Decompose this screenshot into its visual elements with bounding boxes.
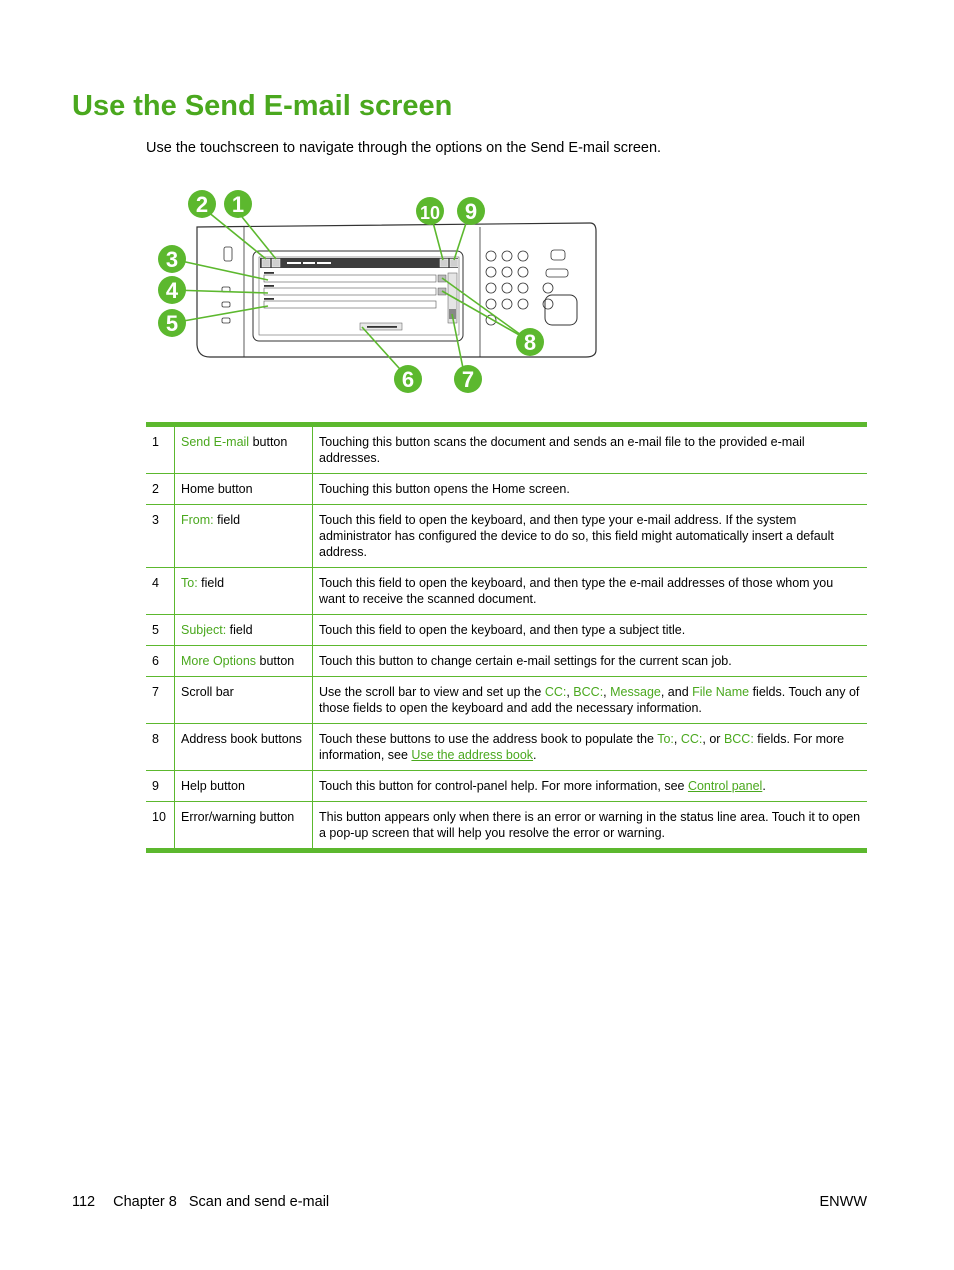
row-description: [313, 568, 868, 615]
svg-text:1: 1: [231, 192, 245, 217]
row-item: [175, 802, 313, 851]
row-number: 6: [146, 646, 175, 677]
text-run: field: [197, 576, 225, 590]
subject-label-mark: [264, 298, 274, 300]
footer-left: [72, 1194, 329, 1210]
text-run: , or: [702, 732, 724, 746]
table-row: [146, 802, 867, 851]
text-run: Touch this button for control-panel help. For more information, see: [319, 779, 688, 793]
svg-text:7: 7: [461, 367, 475, 392]
table-row: [146, 646, 867, 677]
row-description: [313, 724, 868, 771]
text-run: Error/warning button: [181, 810, 295, 824]
row-description: [313, 505, 868, 568]
reference-table-body: [146, 425, 867, 851]
row-number: 8: [146, 724, 175, 771]
send-email-icon[interactable]: [272, 259, 280, 267]
row-item: [175, 677, 313, 724]
row-item: [175, 474, 313, 505]
row-description: [313, 425, 868, 474]
to-label-mark: [264, 285, 274, 287]
text-run: .: [762, 779, 766, 793]
text-run: Touching this button scans the document and sends an e-mail file to the provided e-mail addresses.: [319, 435, 805, 465]
cross-reference-link[interactable]: Control panel: [687, 779, 763, 793]
text-run: field: [213, 513, 241, 527]
text-run: button: [256, 654, 295, 668]
callout-1: [224, 190, 252, 218]
row-item: [175, 505, 313, 568]
panel-button[interactable]: [546, 269, 568, 277]
text-run: Scroll bar: [181, 685, 234, 699]
svg-text:3: 3: [165, 247, 179, 272]
term: From:: [181, 513, 214, 527]
title-text-mark: [317, 262, 331, 264]
text-run: Touch this field to open the keyboard, and then type your e-mail address. If the system administrator has configured the device to do so, this field might automatically insert a default address.: [319, 513, 834, 559]
term: Subject:: [181, 623, 227, 637]
svg-text:2: 2: [195, 192, 209, 217]
callout-5: [158, 309, 186, 337]
row-number: 9: [146, 771, 175, 802]
text-run: Touch this field to open the keyboard, and then type the e-mail addresses of those whom you want to receive the scanned document.: [319, 576, 834, 606]
callout-3: [158, 245, 186, 273]
term: BCC:: [573, 685, 604, 699]
text-run: ,: [603, 685, 611, 699]
table-row: [146, 771, 867, 802]
row-description: [313, 771, 868, 802]
row-number: 10: [146, 802, 175, 851]
text-run: Help button: [181, 779, 245, 793]
numeric-keypad[interactable]: [486, 251, 553, 325]
row-description: [313, 646, 868, 677]
title-text-mark: [287, 262, 301, 264]
touchscreen: [259, 257, 459, 335]
term: CC:: [680, 732, 703, 746]
text-run: field: [226, 623, 253, 637]
svg-text:4: 4: [165, 278, 179, 303]
row-item: [175, 568, 313, 615]
text-run: Touch this field to open the keyboard, and then type a subject title.: [319, 623, 686, 637]
row-number: 7: [146, 677, 175, 724]
callout-6: [394, 365, 422, 393]
panel-button[interactable]: [551, 250, 565, 260]
text-run: ,: [566, 685, 574, 699]
svg-text:9: 9: [464, 199, 478, 224]
callout-10: [416, 197, 444, 225]
text-run: .: [533, 748, 537, 762]
chapter-title: Chapter 8 Scan and send e-mail: [113, 1194, 330, 1210]
row-description: [313, 802, 868, 851]
row-item: [175, 771, 313, 802]
text-run: button: [249, 435, 288, 449]
text-run: This button appears only when there is an error or warning in the status line area. Touch it to open a pop-up screen that will help you resolve the error or warning.: [319, 810, 861, 840]
callout-2: [188, 190, 216, 218]
home-icon[interactable]: [262, 259, 270, 267]
footer-right: ENWW: [819, 1194, 867, 1210]
panel-led: [222, 302, 230, 307]
page-title: Use the Send E-mail screen: [72, 90, 453, 122]
to-field[interactable]: [264, 288, 436, 295]
text-run: Address book buttons: [181, 732, 302, 746]
text-run: Touch these buttons to use the address book to populate the: [319, 732, 658, 746]
row-description: [313, 615, 868, 646]
control-panel-illustration: [150, 185, 610, 400]
svg-text:10: 10: [419, 203, 441, 223]
panel-slot: [224, 247, 232, 261]
more-options-text-mark: [367, 326, 397, 328]
text-run: , and: [660, 685, 693, 699]
row-item: [175, 646, 313, 677]
table-row: [146, 474, 867, 505]
term: CC:: [544, 685, 567, 699]
term: Message: [610, 685, 661, 699]
text-run: fields. For more information, see: [319, 732, 845, 762]
table-row: [146, 568, 867, 615]
term: To:: [181, 576, 198, 590]
term: To:: [657, 732, 674, 746]
term: Send E-mail: [181, 435, 250, 449]
term: File Name: [692, 685, 750, 699]
callout-9: [457, 197, 485, 225]
text-run: Use the scroll bar to view and set up the: [319, 685, 545, 699]
row-description: [313, 677, 868, 724]
page-number: 112: [72, 1194, 96, 1210]
row-description: [313, 474, 868, 505]
svg-text:8: 8: [523, 330, 537, 355]
table-row: [146, 425, 867, 474]
row-number: 2: [146, 474, 175, 505]
text-run: Home button: [181, 482, 253, 496]
row-number: 4: [146, 568, 175, 615]
row-number: 3: [146, 505, 175, 568]
reference-table: [146, 422, 867, 853]
row-number: 5: [146, 615, 175, 646]
text-run: ,: [673, 732, 681, 746]
from-field[interactable]: [264, 275, 436, 282]
row-item: [175, 615, 313, 646]
table-row: [146, 724, 867, 771]
term: BCC:: [723, 732, 754, 746]
control-panel-figure: [150, 185, 610, 400]
panel-led: [222, 318, 230, 323]
table-row: [146, 505, 867, 568]
error-warning-icon[interactable]: [440, 259, 448, 267]
help-icon[interactable]: [450, 259, 458, 267]
callout-7: [454, 365, 482, 393]
subject-field[interactable]: [264, 301, 436, 308]
table-row: [146, 615, 867, 646]
term: More Options: [181, 654, 257, 668]
callout-8: [516, 328, 544, 356]
title-text-mark: [303, 262, 315, 264]
row-number: 1: [146, 425, 175, 474]
text-run: Touch this button to change certain e-mail settings for the current scan job.: [319, 654, 732, 668]
svg-text:5: 5: [165, 311, 179, 336]
from-label-mark: [264, 272, 274, 274]
intro-paragraph: Use the touchscreen to navigate through the options on the Send E-mail screen.: [146, 140, 662, 156]
cross-reference-link[interactable]: Use the address book: [411, 748, 534, 762]
table-row: [146, 677, 867, 724]
text-run: Touching this button opens the Home screen.: [319, 482, 570, 496]
text-run: fields. Touch any of those fields to open the keyboard and add the necessary information.: [319, 685, 860, 715]
row-item: [175, 724, 313, 771]
svg-text:6: 6: [401, 367, 415, 392]
row-item: [175, 425, 313, 474]
callout-4: [158, 276, 186, 304]
